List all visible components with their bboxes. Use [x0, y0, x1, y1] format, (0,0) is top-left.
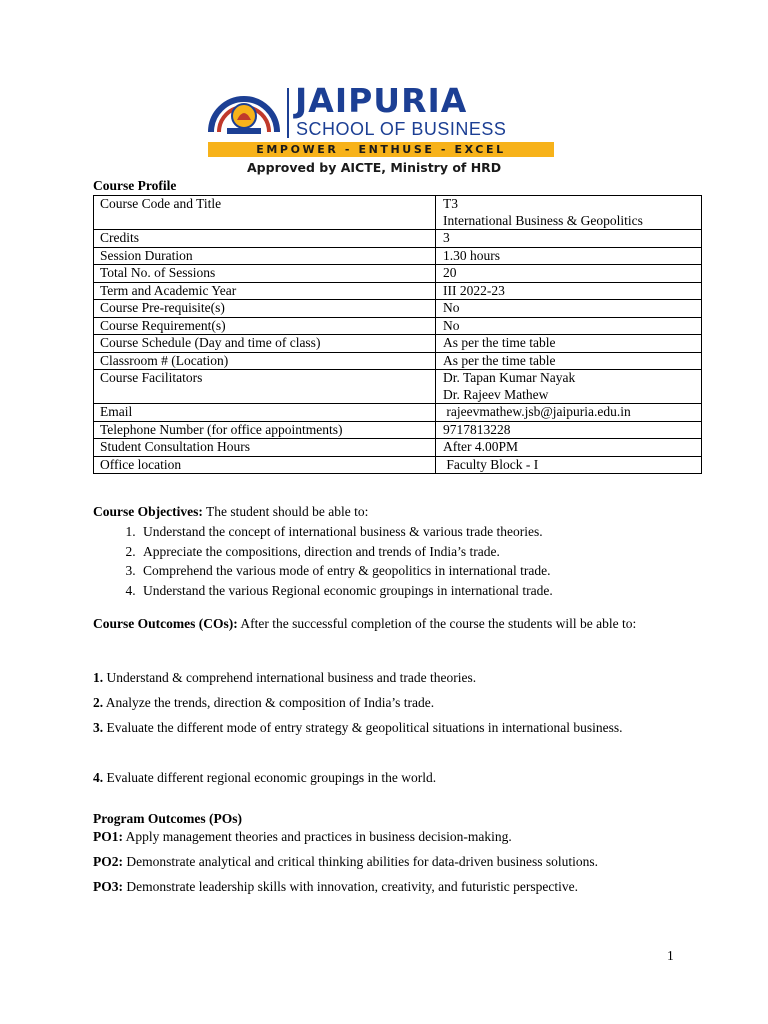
row-label: Student Consultation Hours — [94, 439, 436, 457]
outcome-text: Understand & comprehend international business and trade theories. — [103, 670, 477, 685]
table-row — [94, 456, 702, 474]
program-outcome-2 — [93, 853, 693, 870]
row-value — [436, 404, 702, 422]
row-value-line: rajeevmathew.jsb@jaipuria.edu.in — [443, 404, 631, 419]
outcome-number: 3. — [93, 720, 104, 735]
row-value-line: After 4.00PM — [443, 439, 518, 454]
jaipuria-logo — [207, 81, 559, 178]
emblem-icon — [207, 88, 281, 138]
row-value-line: As per the time table — [443, 335, 556, 350]
row-value-line: As per the time table — [443, 352, 556, 368]
course-outcome-1 — [93, 665, 675, 690]
table-row — [94, 439, 702, 457]
course-outcomes-heading: Course Outcomes (COs): — [93, 616, 238, 631]
program-outcome-3 — [93, 878, 693, 895]
logo-school-name: SCHOOL OF BUSINESS — [296, 119, 507, 139]
table-row — [94, 247, 702, 265]
row-value — [436, 370, 702, 404]
row-label: Email — [94, 404, 436, 422]
course-profile-title: Course Profile — [93, 178, 177, 193]
row-label: Course Pre-requisite(s) — [94, 300, 436, 318]
po-text: Demonstrate leadership skills with innovation, creativity, and futuristic perspective. — [123, 879, 579, 894]
row-value — [436, 439, 702, 457]
row-label: Session Duration — [94, 247, 436, 265]
row-value — [436, 317, 702, 335]
program-outcomes-heading: Program Outcomes (POs) — [93, 811, 242, 826]
row-value-line: Dr. Tapan Kumar Nayak — [443, 370, 576, 385]
row-value-line: 9717813228 — [443, 421, 511, 437]
row-value-line: 1.30 hours — [443, 247, 500, 263]
row-value — [436, 247, 702, 265]
po-text: Apply management theories and practices in business decision-making. — [123, 829, 512, 844]
row-value-line: No — [443, 317, 460, 333]
row-label: Course Requirement(s) — [94, 317, 436, 335]
outcome-text: Evaluate different regional economic groupings in the world. — [103, 770, 437, 785]
row-label: Telephone Number (for office appointments) — [94, 421, 436, 439]
course-outcome-4 — [93, 765, 675, 790]
row-value — [436, 196, 702, 230]
page-number: 1 — [667, 948, 674, 963]
row-value — [436, 230, 702, 248]
logo-divider — [287, 88, 289, 138]
course-objectives-heading: Course Objectives: — [93, 504, 203, 519]
row-label: Total No. of Sessions — [94, 265, 436, 283]
row-label: Term and Academic Year — [94, 282, 436, 300]
row-label: Course Code and Title — [94, 196, 436, 230]
table-row — [94, 370, 702, 404]
row-value-line: International Business & Geopolitics — [443, 212, 643, 228]
row-value — [436, 456, 702, 474]
table-row — [94, 352, 702, 370]
table-row — [94, 317, 702, 335]
table-row — [94, 335, 702, 353]
course-outcome-3 — [93, 715, 675, 740]
row-label: Office location — [94, 456, 436, 474]
outcome-number: 2. — [93, 695, 104, 710]
row-value-line: 3 — [443, 230, 450, 245]
course-outcomes-text: After the successful completion of the course the students will be able to: — [237, 616, 637, 631]
row-value-line: Faculty Block - I — [443, 456, 539, 472]
po-code: PO2: — [93, 854, 123, 869]
course-outcomes-intro — [93, 615, 675, 632]
row-value — [436, 282, 702, 300]
program-outcome-1 — [93, 828, 693, 845]
logo-approval: Approved by AICTE, Ministry of HRD — [247, 160, 502, 175]
list-item: 2. Appreciate the compositions, direction and trends of India’s trade. — [139, 542, 699, 562]
table-row — [94, 300, 702, 318]
row-label: Course Facilitators — [94, 370, 436, 404]
row-value-line: 20 — [443, 265, 457, 280]
course-objectives-list — [93, 522, 699, 600]
row-value — [436, 300, 702, 318]
outcome-text: Analyze the trends, direction & composition of India’s trade. — [103, 695, 435, 710]
table-row — [94, 265, 702, 283]
po-code: PO3: — [93, 879, 123, 894]
row-value-line: T3 — [443, 196, 458, 211]
table-row — [94, 230, 702, 248]
table-row — [94, 282, 702, 300]
table-row — [94, 404, 702, 422]
row-value — [436, 421, 702, 439]
list-item: 1. Understand the concept of international business & various trade theories. — [139, 522, 699, 542]
table-row — [94, 421, 702, 439]
row-label: Course Schedule (Day and time of class) — [94, 335, 436, 353]
list-item: 3. Comprehend the various mode of entry & geopolitics in international trade. — [139, 561, 699, 581]
row-value — [436, 265, 702, 283]
row-value — [436, 335, 702, 353]
po-text: Demonstrate analytical and critical thinking abilities for data-driven business solutions. — [123, 854, 599, 869]
course-outcome-2 — [93, 690, 675, 715]
row-value-line: III 2022-23 — [443, 282, 505, 298]
row-label: Credits — [94, 230, 436, 248]
row-value-line: No — [443, 300, 460, 315]
logo-brand: JAIPURIA — [295, 81, 468, 120]
outcome-number: 4. — [93, 770, 104, 785]
outcome-text: Evaluate the different mode of entry strategy & geopolitical situations in international business. — [103, 720, 623, 735]
table-row — [94, 196, 702, 230]
outcome-number: 1. — [93, 670, 104, 685]
row-value — [436, 352, 702, 370]
logo-tagline: EMPOWER - ENTHUSE - EXCEL — [208, 142, 554, 157]
course-objectives-intro — [93, 503, 675, 520]
course-objectives-text: The student should be able to: — [202, 504, 369, 519]
po-code: PO1: — [93, 829, 123, 844]
row-value-line: Dr. Rajeev Mathew — [443, 386, 549, 402]
row-label: Classroom # (Location) — [94, 352, 436, 370]
course-profile-table — [93, 195, 702, 474]
list-item: 4. Understand the various Regional economic groupings in international trade. — [139, 581, 699, 601]
